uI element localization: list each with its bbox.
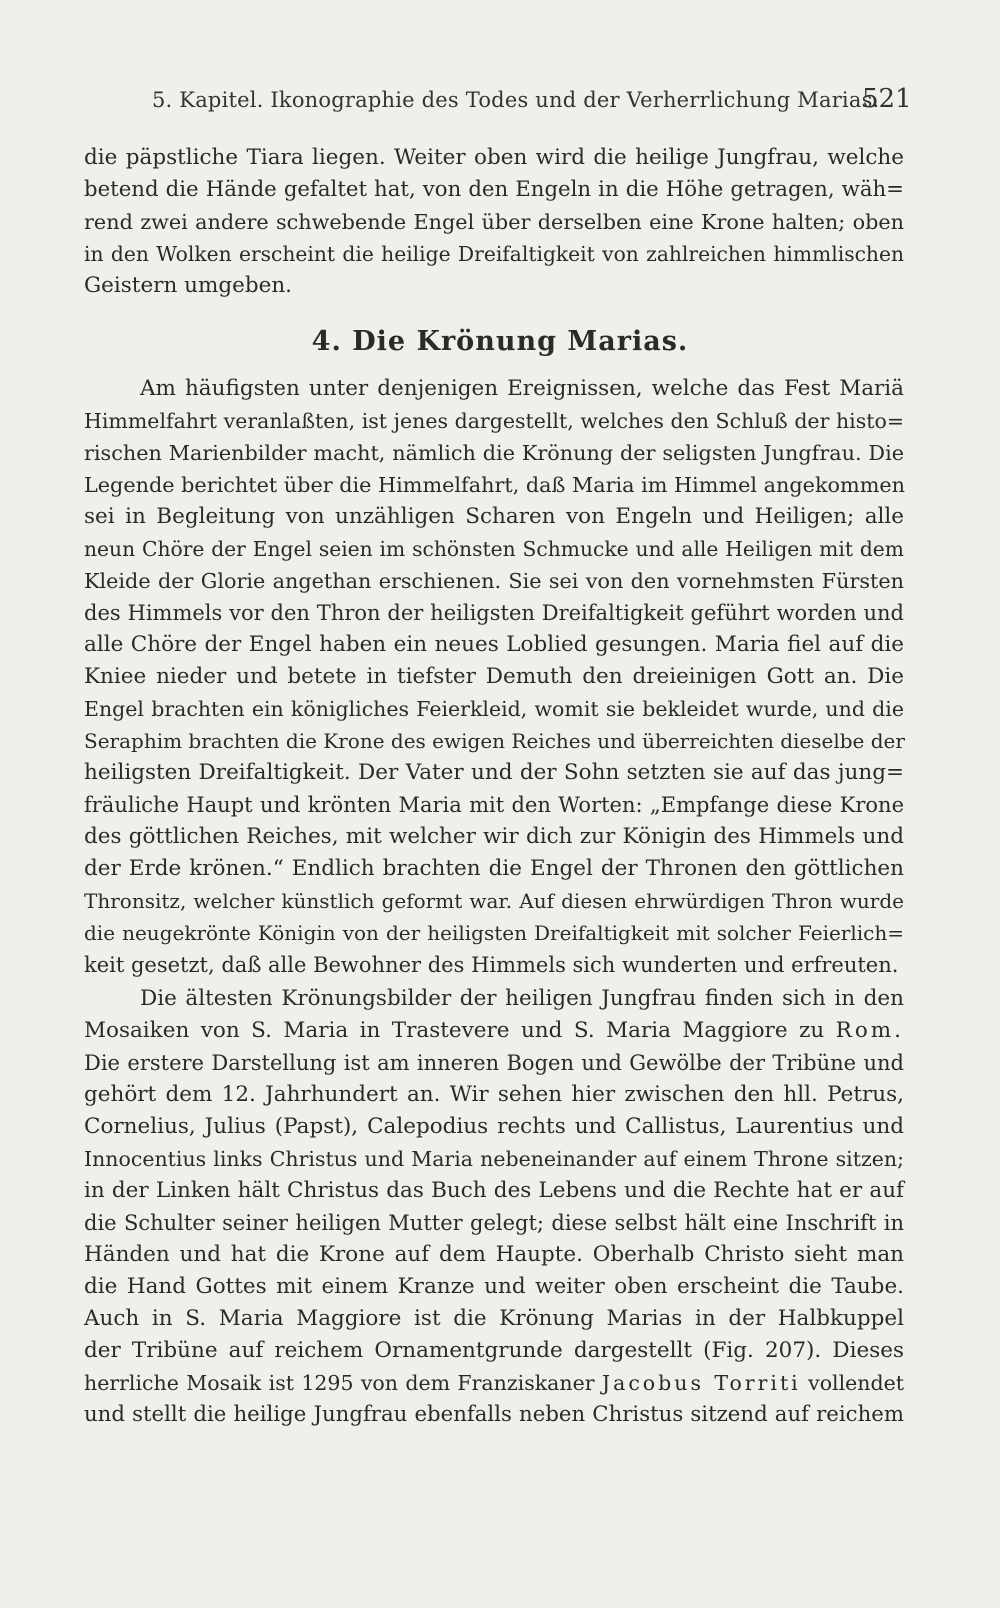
text-line: die neugekrönte Königin von der heiligsten Dreifaltigkeit mit solcher Feierlich= [84,921,904,945]
paragraph-first-line: Am häufigsten unter denjenigen Ereignissen, welche das Fest Mariä [140,376,904,401]
text-line: Seraphim brachten die Krone des ewigen Reiches und überreichten dieselbe der [84,729,905,753]
text-line: Cornelius, Julius (Papst), Calepodius rechts und Callistus, Laurentius und [84,1114,904,1139]
text-segment: Mosaiken von S. Maria in Trastevere und S. Maria Maggiore zu [84,1018,825,1043]
text-line: Innocentius links Christus und Maria nebeneinander auf einem Throne sitzen; [84,1147,904,1171]
paragraph-first-line: Die ältesten Krönungsbilder der heiligen Jungfrau finden sich in den [140,986,904,1011]
text-line: in den Wolken erscheint die heilige Dreifaltigkeit von zahlreichen himmlischen [84,242,904,266]
text-line: des göttlichen Reiches, mit welcher wir dich zur Königin des Himmels und [84,824,904,849]
running-head [0,82,1000,122]
text-line: die Hand Gottes mit einem Kranze und weiter oben erscheint die Taube. [84,1274,904,1299]
text-line: Die erstere Darstellung ist am inneren Bogen und Gewölbe der Tribüne und [84,1051,904,1075]
text-line: Kniee nieder und betete in tiefster Demuth den dreieinigen Gott an. Die [84,664,904,689]
text-line: fräuliche Haupt und krönten Maria mit den Worten: „Empfange diese Krone [84,793,904,817]
text-segment: herrliche Mosaik ist 1295 von dem Franziskaner [84,1371,595,1395]
page-number: 521 [862,84,912,114]
text-line: keit gesetzt, daß alle Bewohner des Himmels sich wunderten und erfreuten. [84,953,899,977]
text-line: gehört dem 12. Jahrhundert an. Wir sehen hier zwischen den hll. Petrus, [84,1082,904,1107]
text-line: heiligsten Dreifaltigkeit. Der Vater und der Sohn setzten sie auf das jung= [84,760,904,785]
text-line: rend zwei andere schwebende Engel über derselben eine Krone halten; oben [84,210,904,234]
text-line: Engel brachten ein königliches Feierkleid, womit sie bekleidet wurde, und die [84,697,904,721]
spaced-word-rom: Rom. [835,1018,904,1043]
text-line: alle Chöre der Engel haben ein neues Loblied gesungen. Maria fiel auf die [84,632,904,657]
text-line: die Schulter seiner heiligen Mutter gelegt; diese selbst hält eine Inschrift in [84,1211,904,1235]
text-line: des Himmels vor den Thron der heiligsten Dreifaltigkeit geführt worden und [84,601,904,625]
chapter-title: 5. Kapitel. Ikonographie des Todes und der Verherrlichung Marias. [152,88,880,112]
section-heading: 4. Die Krönung Marias. [311,326,689,357]
text-line: Legende berichtet über die Himmelfahrt, daß Maria im Himmel angekommen [84,473,906,497]
text-line: betend die Hände gefaltet hat, von den Engeln in die Höhe getragen, wäh= [84,177,904,202]
text-line: Thronsitz, welcher künstlich geformt war. Auf diesen ehrwürdigen Thron wurde [84,889,904,913]
text-line: in der Linken hält Christus das Buch des Lebens und die Rechte hat er auf [84,1178,904,1203]
text-line: Geistern umgeben. [84,273,293,298]
text-line: der Erde krönen.“ Endlich brachten die Engel der Thronen den göttlichen [84,856,904,881]
text-line: sei in Begleitung von unzähligen Scharen von Engeln und Heiligen; alle [84,504,904,529]
text-line: die päpstliche Tiara liegen. Weiter oben wird die heilige Jungfrau, welche [84,145,904,170]
text-line: Kleide der Glorie angethan erschienen. Sie sei von den vornehmsten Fürsten [84,569,904,593]
text-line [84,1015,904,1047]
text-segment: vollendet [808,1371,904,1395]
text-line: rischen Marienbilder macht, nämlich die Krönung der seligsten Jungfrau. Die [84,441,904,465]
text-line: und stellt die heilige Jungfrau ebenfalls neben Christus sitzend auf reichem [84,1402,904,1427]
text-line: der Tribüne auf reichem Ornamentgrunde dargestellt (Fig. 207). Dieses [84,1338,904,1363]
text-line: Auch in S. Maria Maggiore ist die Krönung Marias in der Halbkuppel [84,1306,904,1331]
text-line [84,1367,904,1399]
text-line: Händen und hat die Krone auf dem Haupte. Oberhalb Christo sieht man [84,1242,904,1267]
text-line: neun Chöre der Engel seien im schönsten Schmucke und alle Heiligen mit dem [84,537,904,561]
text-line: Himmelfahrt veranlaßten, ist jenes dargestellt, welches den Schluß der histo= [84,409,904,433]
spaced-name-torriti: Jacobus Torriti [601,1371,801,1395]
